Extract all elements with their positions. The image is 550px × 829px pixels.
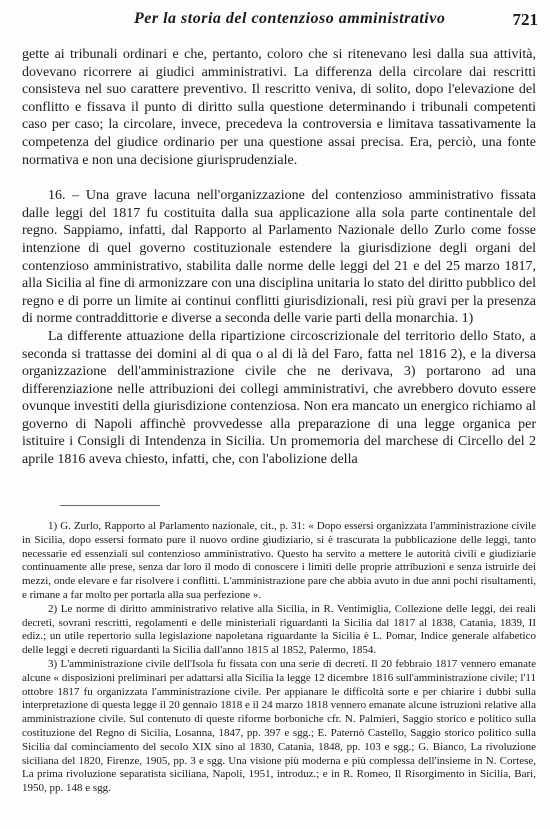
footnote-1: 1) G. Zurlo, Rapporto al Parlamento nazionale, cit., p. 31: « Dopo essersi organizzata l'amministrazione civile in Sicilia, dopo essersi formato pure il nuovo ordine giudiziario, si è trascurata la pubblicazione delle leggi, tanto necessarie ed essenziali sul contenzioso amministrativo. Questo ha servito a mettere le autorità civili e giudiziarie continuamente alle prese, senza dar loro il modo di conoscere i limiti delle proprie attribuzioni e senza istruirle dei mezzi, onde elevare e far risolvere i conflitti. L'amministrazione pare che abbia avuto in due anni pochi risultamenti, e rimane a far molto per portarla alla sua perfezione ». xyxy=(22,520,536,601)
paragraph-3: La differente attuazione della ripartizione circoscrizionale del territorio dello Stato, a seconda si trattasse dei domini al di qua o al di là del Faro, fatta nel 1816 2), e la diversa organizzazione dell'amministrazione civile che ne derivava, 3) portarono ad una differenziazione nelle attribuzioni dei collegi amministrativi, che avrebbero dovuto essere ovunque investiti della giurisdizione contenziosa. Non era mancato un energico richiamo al governo di Napoli affinchè provvedesse alla preparazione di una legge organica per istituire i Consigli di Intendenza in Sicilia. Un promemoria del marchese di Circello del 2 aprile 1816 aveva chiesto, infatti, che, con l'abolizione della xyxy=(22,328,536,468)
footnotes xyxy=(22,520,536,796)
footnote-2: 2) Le norme di diritto amministrativo relative alla Sicilia, in R. Ventimiglia, Collezione delle leggi, dei reali decreti, sovrani rescritti, regolamenti e delle ministeriali riguardanti la Sicilia dal 1817 al 1838, Catania, 1839, II ediz.; un utile repertorio sulla legislazione napoletana riguardante la Sicilia è L. Pomar, Indice generale alfabetico delle leggi e decreti riguardanti la Sicilia dall'anno 1815 al 1852, Palermo, 1854. xyxy=(22,602,536,657)
paragraph-1: gette ai tribunali ordinari e che, pertanto, coloro che si ritenevano lesi dalla sua attività, dovevano ricorrere ai giudici amministrativi. La differenza della circolare dai rescritti consisteva nel suo carattere preventivo. Il rescritto veniva, di solito, dopo l'elevazione del conflitto e fissava il punto di diritto sulla questione determinando i tribunali competenti caso per caso; la circolare, invece, precedeva la controversia e limitava tassativamente la competenza del giudice ordinario per una questione assai precisa. Era, perciò, una fonte normativa e non una decisione giurisprudenziale. xyxy=(22,47,536,168)
page-header xyxy=(24,10,544,34)
page-number: 721 xyxy=(512,10,538,29)
paragraph-2: 16. – Una grave lacuna nell'organizzazione del contenzioso amministrativo fissata dalle leggi del 1817 fu costituita dalla sua applicazione alla sola parte continentale del regno. Sappiamo, infatti, dal Rapporto al Parlamento Nazionale dello Zurlo come fosse intenzione di quel governo costituzionale estendere la giurisdizione degli organi del contenzioso amministrativo, stabilita dalle norme delle leggi del 21 e del 25 marzo 1817, alla Sicilia al fine di armonizzare con una disciplina unitaria lo stato del diritto pubblico del regno e di porre un limite ai continui conflitti giurisdizionali, resi più gravi per la presenza di norme contraddittorie e diverse a seconda delle varie parti della monarchia. 1) xyxy=(22,188,536,327)
footnote-divider xyxy=(60,505,160,506)
footnote-3: 3) L'amministrazione civile dell'Isola fu fissata con una serie di decreti. Il 20 febbraio 1817 vennero emanate alcune « disposizioni preliminari per adattarsi alla Sicilia la legge 12 dicembre 1816 sull'amministrazione civile; l'11 ottobre 1817 fu organizzata l'amministrazione civile. Per appianare le difficoltà sorte e per chiarire i dubbi sulla interpretazione di questa legge il 20 gennaio 1818 e il 24 marzo 1818 vennero emanate alcune istruzioni relative alla amministrazione civile. Sul contenuto di queste riforme borboniche cfr. N. Palmieri, Saggio storico e politico sulla costituzione del Regno di Sicilia, Losanna, 1847, pp. 397 e sgg.; E. Paternò Castello, Saggio storico politico sulla Sicilia dal cominciamento del secolo XIX sino al 1830, Catania, 1848, pp. 103 e sgg.; G. Bianco, La rivoluzione siciliana del 1820, Firenze, 1905, pp. 3 e sgg. Una visione più moderna e più complessa dell'insieme in N. Cortese, La prima rivoluzione separatista siciliana, Napoli, 1951, introduz.; e in R. Romeo, Il Risorgimento in Sicilia, Bari, 1950, pp. 148 e sgg. xyxy=(22,657,536,795)
body-text xyxy=(22,46,536,469)
running-title: Per la storia del contenzioso amministrativo xyxy=(134,10,446,27)
